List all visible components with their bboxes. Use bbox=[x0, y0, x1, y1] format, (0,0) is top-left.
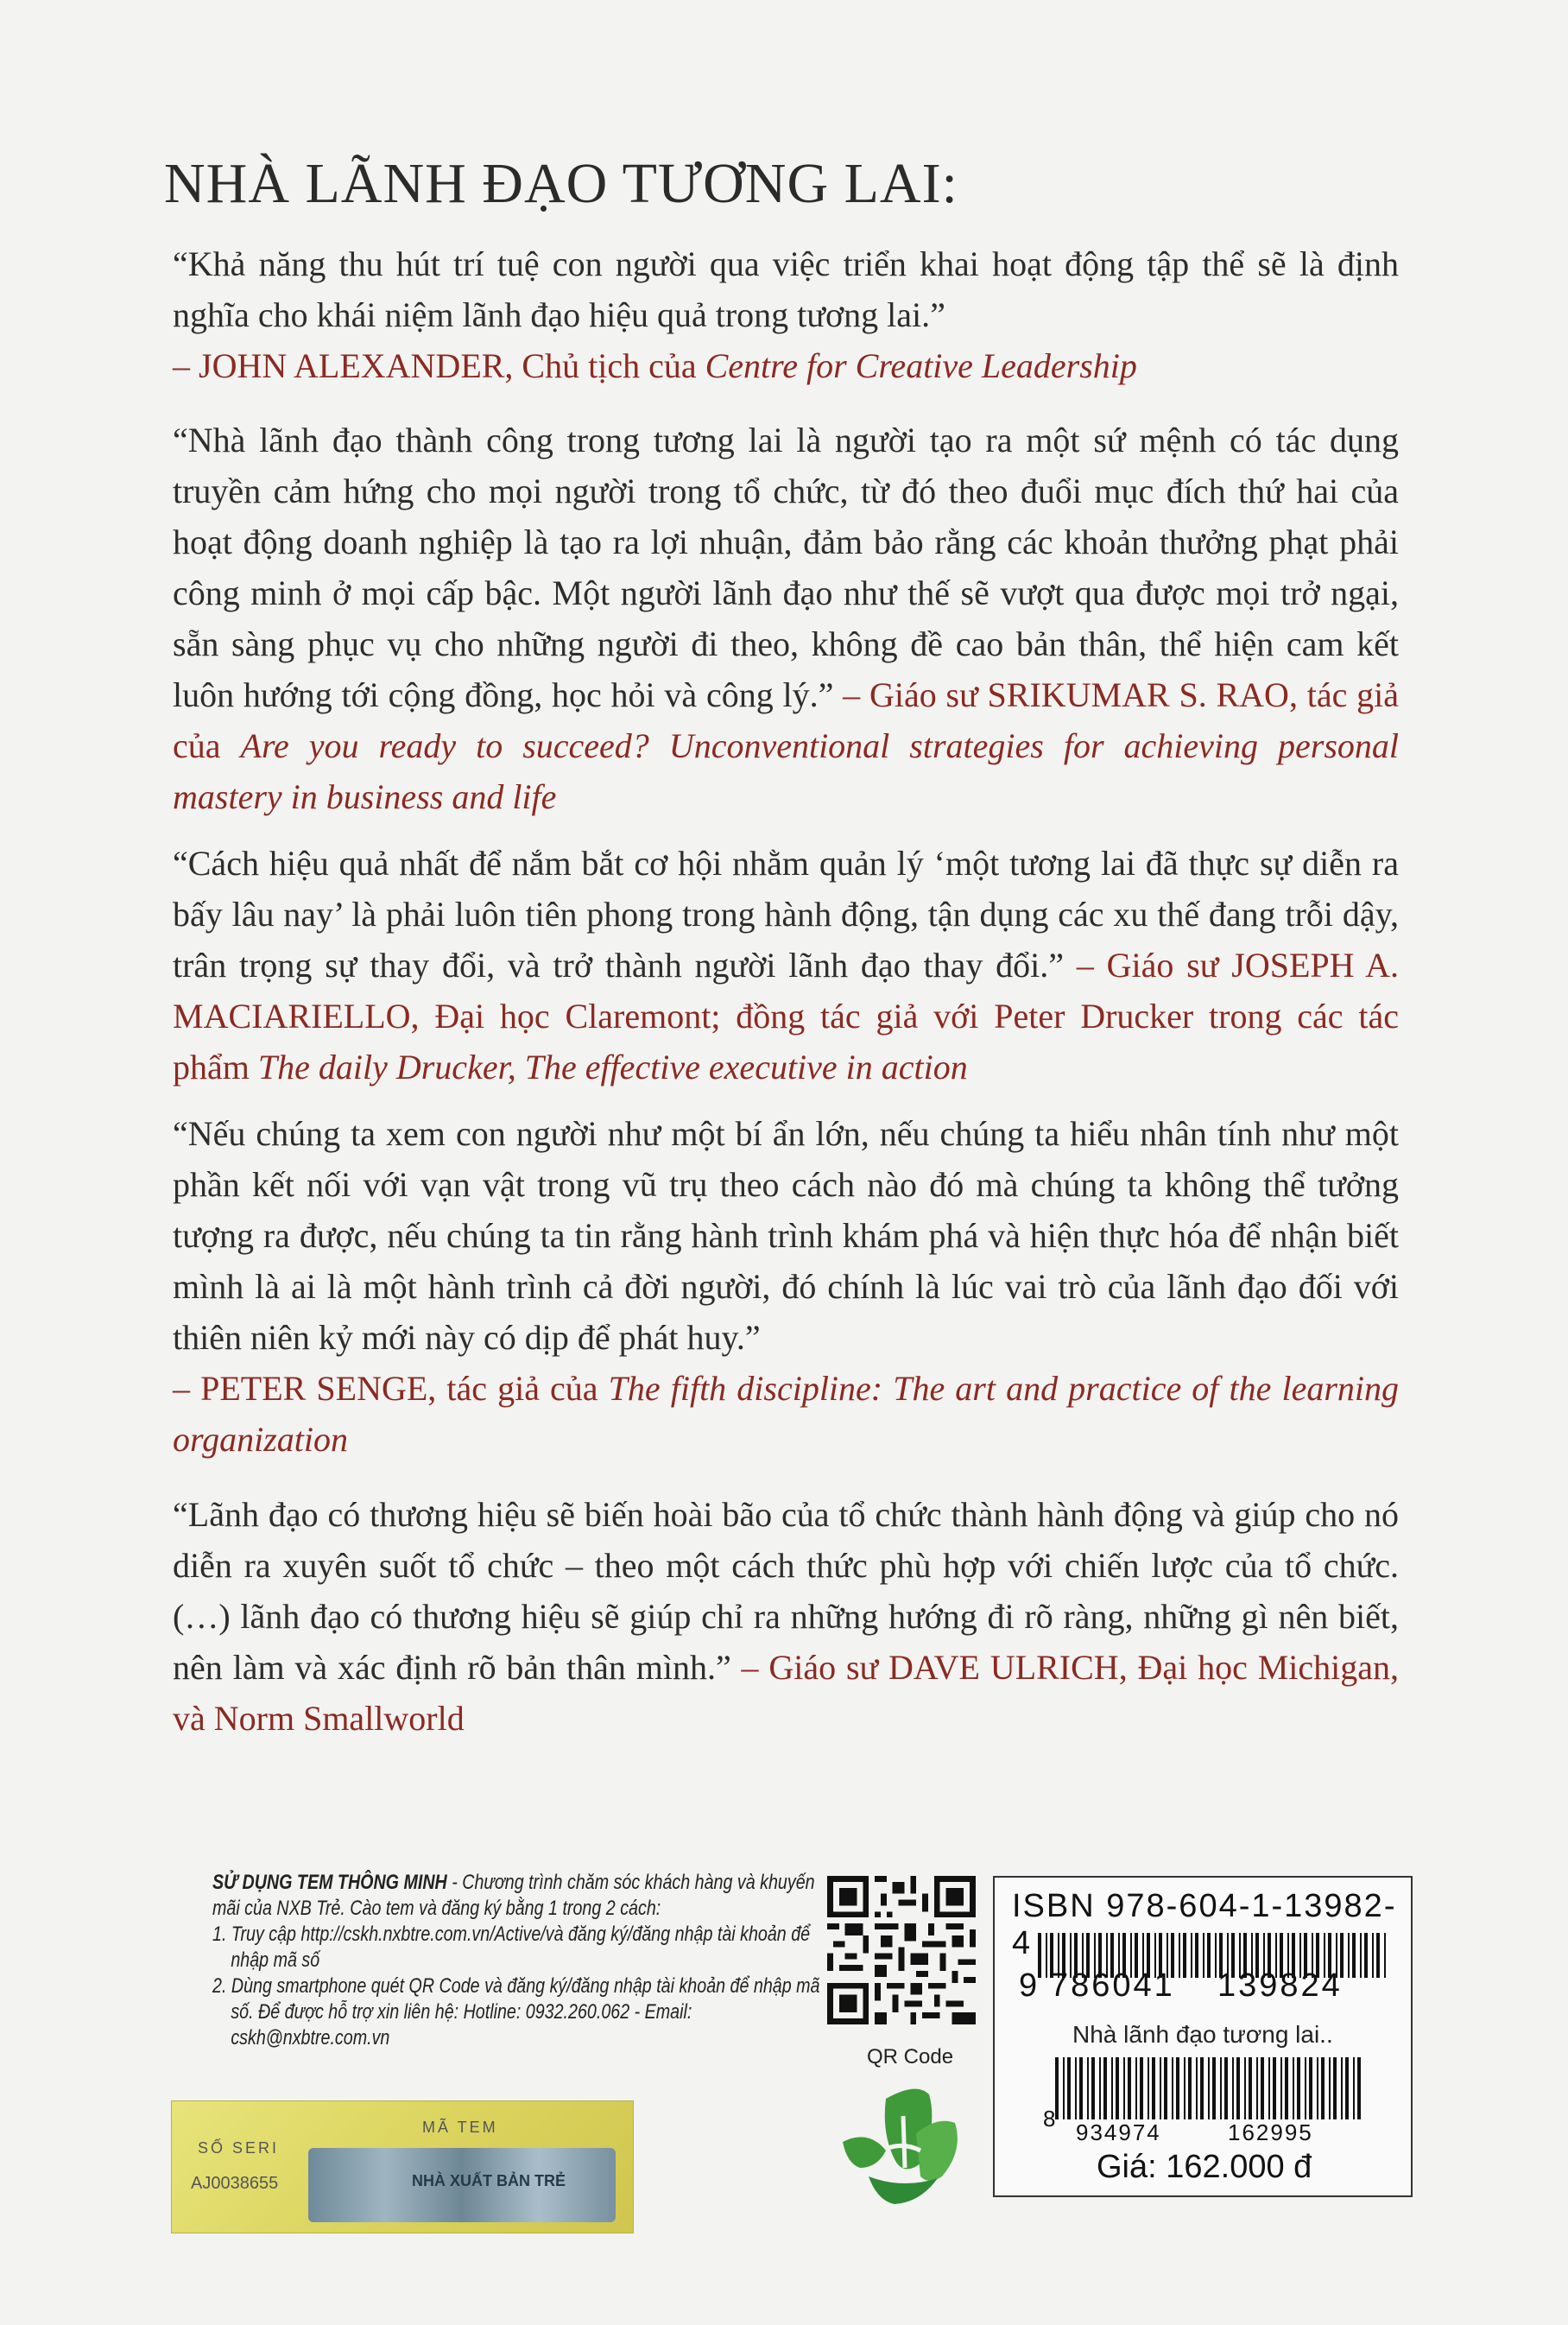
seri-number: AJ0038655 bbox=[191, 2174, 279, 2193]
tem-step-1: 1. Truy cập http://cskh.nxbtre.com.vn/Active/và đăng ký/đăng nhập tài khoản để nhập mã số bbox=[212, 1923, 811, 1972]
quote-text: “Khả năng thu hút trí tuệ con người qua việc triển khai hoạt động tập thể sẽ là định nghĩa cho khái niệm lãnh đạo hiệu quả trong tương lai.” bbox=[173, 244, 1399, 334]
quote-5 bbox=[173, 1489, 1399, 1744]
page-heading: NHÀ LÃNH ĐẠO TƯƠNG LAI: bbox=[164, 152, 958, 215]
quote-attribution: – JOHN ALEXANDER, Chủ tịch của Centre for Creative Leadership bbox=[173, 346, 1137, 385]
quote-attribution: – PETER SENGE, tác giả của The fifth discipline: The art and practice of the learning organization bbox=[173, 1369, 1400, 1459]
quote-2 bbox=[173, 415, 1399, 822]
isbn-digits-left: 786041 bbox=[1050, 1967, 1175, 2004]
smart-stamp-instructions bbox=[212, 1870, 821, 2051]
isbn-box bbox=[993, 1876, 1413, 2016]
publisher-logo-icon bbox=[834, 2081, 972, 2211]
quote-1 bbox=[173, 238, 1399, 391]
tem-step-2: 2. Dùng smartphone quét QR Code và đăng ký/đăng nhập tài khoản để nhập mã số. Để được hỗ trợ xin liên hệ: Hotline: 0932.260.062 - Email: cskh@nxbtre.com.vn bbox=[212, 1974, 820, 2049]
tem-title: SỬ DỤNG TEM THÔNG MINH bbox=[212, 1871, 447, 1894]
quote-3 bbox=[173, 838, 1399, 1093]
ma-tem-label: MÃ TEM bbox=[422, 2119, 498, 2136]
price-box bbox=[993, 2012, 1413, 2197]
quote-4 bbox=[173, 1108, 1399, 1465]
qr-code[interactable] bbox=[827, 1876, 976, 2024]
tem-intro: - Chương trình chăm sóc khách hàng và khuyến mãi của NXB Trẻ. Cào tem và đăng ký bằng 1 trong 2 cách: bbox=[212, 1871, 815, 1920]
scratch-stamp[interactable] bbox=[171, 2100, 634, 2233]
isbn-digit-lead: 9 bbox=[1019, 1967, 1038, 2004]
ean-barcode bbox=[1055, 2057, 1366, 2119]
price: Giá: 162.000 đ bbox=[1097, 2149, 1312, 2185]
book-title-small: Nhà lãnh đạo tương lai.. bbox=[1072, 2021, 1333, 2048]
so-seri-label: SỐ SERI bbox=[198, 2139, 280, 2157]
ean-digits-right: 162995 bbox=[1228, 2119, 1313, 2145]
quote-text: “Nếu chúng ta xem con người như một bí ẩn lớn, nếu chúng ta hiểu nhân tính như một phần kết nối với vạn vật trong vũ trụ theo cách nào đó mà chúng ta không thể tưởng tượng ra được, nếu chúng ta tin rằng hành trình khám phá và hiện thực hóa để nhận biết mình là ai là một hành trình cả đời người, đó chính là lúc vai trò của lãnh đạo đối với thiên niên kỷ mới này có dịp để phát huy.” bbox=[173, 1114, 1399, 1357]
quote-attribution: – Giáo sư DAVE ULRICH, Đại học Michigan, và Norm Smallworld bbox=[173, 1648, 1399, 1738]
quote-attribution: – Giáo sư SRIKUMAR S. RAO, tác giả của Are you ready to succeed? Unconventional strategies for achieving personal mastery in business and life bbox=[173, 675, 1400, 816]
hologram bbox=[308, 2148, 616, 2222]
quote-text: “Lãnh đạo có thương hiệu sẽ biến hoài bão của tổ chức thành hành động và giúp cho nó diễn ra xuyên suốt tổ chức – theo một cách thức phù hợp với chiến lược của tổ chức. (…) lãnh đạo có thương hiệu sẽ giúp chỉ ra những hướng đi rõ ràng, những gì nên biết, nên làm và xác định rõ bản thân mình.” bbox=[173, 1495, 1399, 1687]
quote-attribution: – Giáo sư JOSEPH A. MACIARIELLO, Đại học Claremont; đồng tác giả với Peter Drucker trong các tác phẩm The daily Drucker, The effective executive in action bbox=[173, 946, 1400, 1086]
quote-text: “Cách hiệu quả nhất để nắm bắt cơ hội nhằm quản lý ‘một tương lai đã thực sự diễn ra bấy lâu nay’ là phải luôn tiên phong trong hành động, tận dụng các xu thế đang trỗi dậy, trân trọng sự thay đổi, và trở thành người lãnh đạo thay đổi.” bbox=[173, 844, 1399, 985]
ean-digit-lead: 8 bbox=[1043, 2106, 1056, 2132]
ean-digits-left: 934974 bbox=[1076, 2119, 1161, 2145]
qr-code-label: QR Code bbox=[867, 2045, 954, 2068]
isbn-label: ISBN 978-604-1-13982-4 bbox=[1012, 1888, 1397, 1961]
quote-text: “Nhà lãnh đạo thành công trong tương lai là người tạo ra một sứ mệnh có tác dụng truyền cảm hứng cho mọi người trong tổ chức, từ đó theo đuổi mục đích thứ hai của hoạt động doanh nghiệp là tạo ra lợi nhuận, đảm bảo rằng các khoản thưởng phạt phải công minh ở mọi cấp bậc. Một người lãnh đạo như thế sẽ vượt qua được mọi trở ngại, sẵn sàng phục vụ cho những người đi theo, không đề cao bản thân, thể hiện cam kết luôn hướng tới cộng đồng, học hỏi và công lý.” bbox=[173, 421, 1399, 714]
isbn-digits-right: 139824 bbox=[1217, 1967, 1343, 2004]
hologram-text: NHÀ XUẤT BẢN TRẺ bbox=[412, 2172, 566, 2189]
